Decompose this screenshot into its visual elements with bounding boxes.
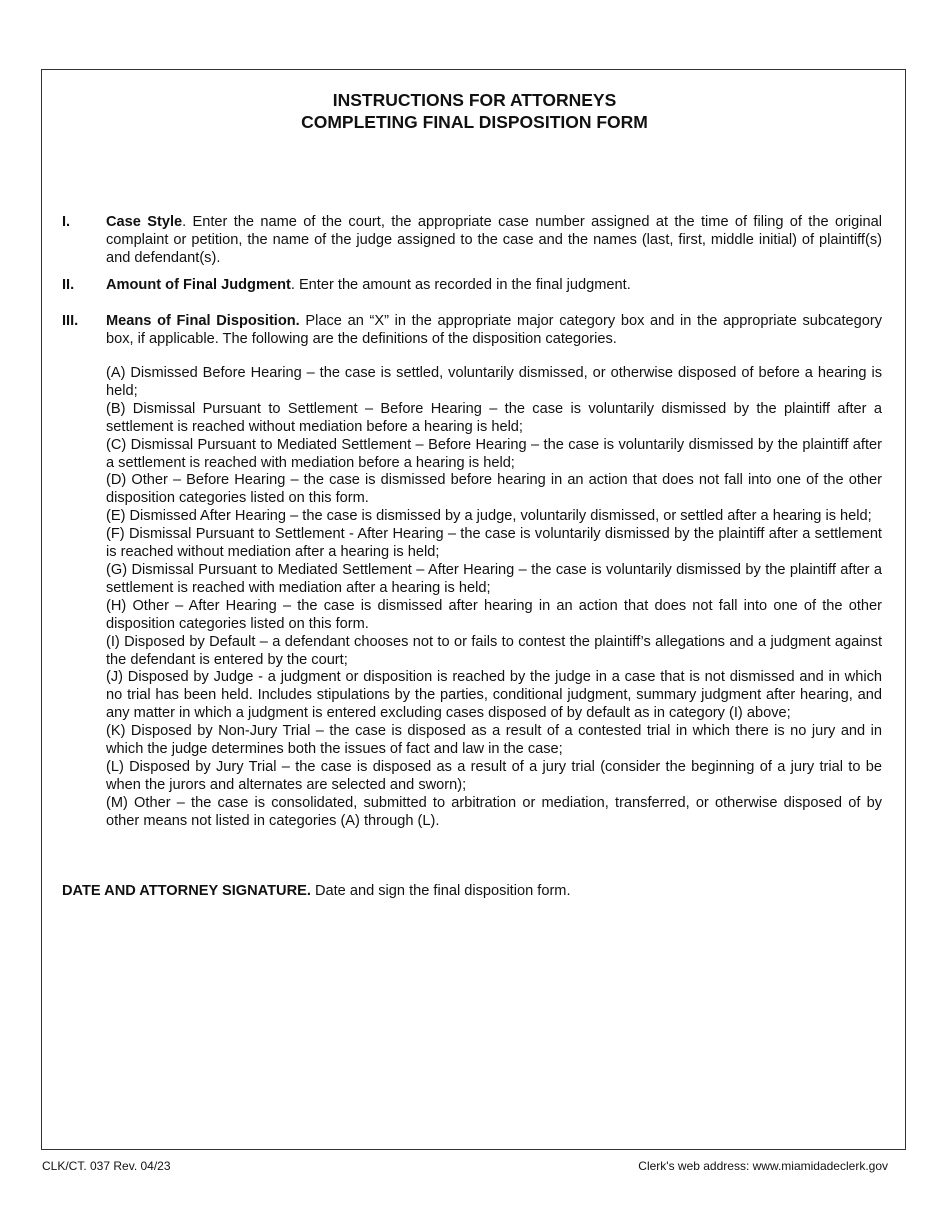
definition-b: (B) Dismissal Pursuant to Settlement – Before Hearing – the case is voluntarily dismissed by the plaintiff after a settlement is reached without mediation before a hearing is held;	[106, 400, 882, 435]
definition-c: (C) Dismissal Pursuant to Mediated Settlement – Before Hearing – the case is voluntarily dismissed by the plaintiff after a settlement is reached with mediation before a hearing is held;	[106, 436, 882, 471]
section-heading: Means of Final Disposition.	[106, 313, 300, 329]
section-text: . Enter the amount as recorded in the final judgment.	[290, 277, 631, 293]
section-means-final-disposition	[62, 312, 882, 348]
page-title-line2: COMPLETING FINAL DISPOSITION FORM	[301, 112, 648, 132]
definition-j: (J) Disposed by Judge - a judgment or disposition is reached by the judge in a case that is not dismissed and in which no trial has been held. Includes stipulations by the parties, conditional judgment, summary judgment after hearing, and any matter in which a judgment is entered excluding cases disposed of by default as in category (I) above;	[106, 669, 882, 722]
signature-heading: DATE AND ATTORNEY SIGNATURE.	[62, 883, 311, 899]
section-text: . Enter the name of the court, the appropriate case number assigned at the time of filing of the original complaint or petition, the name of the judge assigned to the case and the names (last, first, middle initial) of plaintiff(s) and defendant(s).	[106, 214, 882, 266]
definition-l: (L) Disposed by Jury Trial – the case is disposed as a result of a jury trial (consider the beginning of a jury trial to be when the jurors and alternates are selected and sworn);	[106, 758, 882, 793]
section-amount-final-judgment	[62, 276, 882, 294]
section-number: I.	[62, 214, 71, 230]
definition-m: (M) Other – the case is consolidated, submitted to arbitration or mediation, transferred, or otherwise disposed of by other means not listed in categories (A) through (L).	[106, 794, 882, 829]
section-heading: Amount of Final Judgment	[106, 277, 291, 293]
definition-k: (K) Disposed by Non-Jury Trial – the case is disposed as a result of a contested trial in which there is no jury and in which the judge determines both the issues of fact and law in the case;	[106, 723, 882, 758]
section-text: Place an “X” in the appropriate major category box and in the appropriate subcategory box, if applicable. The following are the definitions of the disposition categories.	[106, 313, 882, 347]
definition-g: (G) Dismissal Pursuant to Mediated Settlement – After Hearing – the case is voluntarily dismissed by the plaintiff after a settlement is reached with mediation after a hearing is held;	[106, 561, 882, 596]
section-number: III.	[62, 313, 79, 329]
clerk-web-address: Clerk's web address: www.miamidadeclerk.gov	[638, 1159, 888, 1173]
definition-f: (F) Dismissal Pursuant to Settlement - After Hearing – the case is voluntarily dismissed by the plaintiff after a settlement is reached without mediation after a hearing is held;	[106, 526, 882, 561]
definition-i: (I) Disposed by Default – a defendant chooses not to or fails to contest the plaintiff’s allegations and a judgment against the defendant is entered by the court;	[106, 633, 882, 668]
definition-e: (E) Dismissed After Hearing – the case is dismissed by a judge, voluntarily dismissed, or settled after a hearing is held;	[106, 508, 872, 525]
signature-instruction	[62, 882, 571, 900]
signature-text: Date and sign the final disposition form.	[310, 883, 571, 899]
disposition-definitions	[106, 365, 882, 831]
definition-h: (H) Other – After Hearing – the case is dismissed after hearing in an action that does not fall into one of the other disposition categories listed on this form.	[106, 597, 882, 632]
definition-a: (A) Dismissed Before Hearing – the case is settled, voluntarily dismissed, or otherwise disposed of before a hearing is held;	[106, 365, 882, 399]
form-number: CLK/CT. 037 Rev. 04/23	[42, 1159, 171, 1173]
section-heading: Case Style	[106, 214, 183, 230]
page-title-line1: INSTRUCTIONS FOR ATTORNEYS	[332, 90, 617, 110]
definition-d: (D) Other – Before Hearing – the case is dismissed before hearing in an action that does not fall into one of the other disposition categories listed on this form.	[106, 472, 882, 507]
section-case-style	[62, 213, 882, 267]
section-number: II.	[62, 277, 75, 293]
